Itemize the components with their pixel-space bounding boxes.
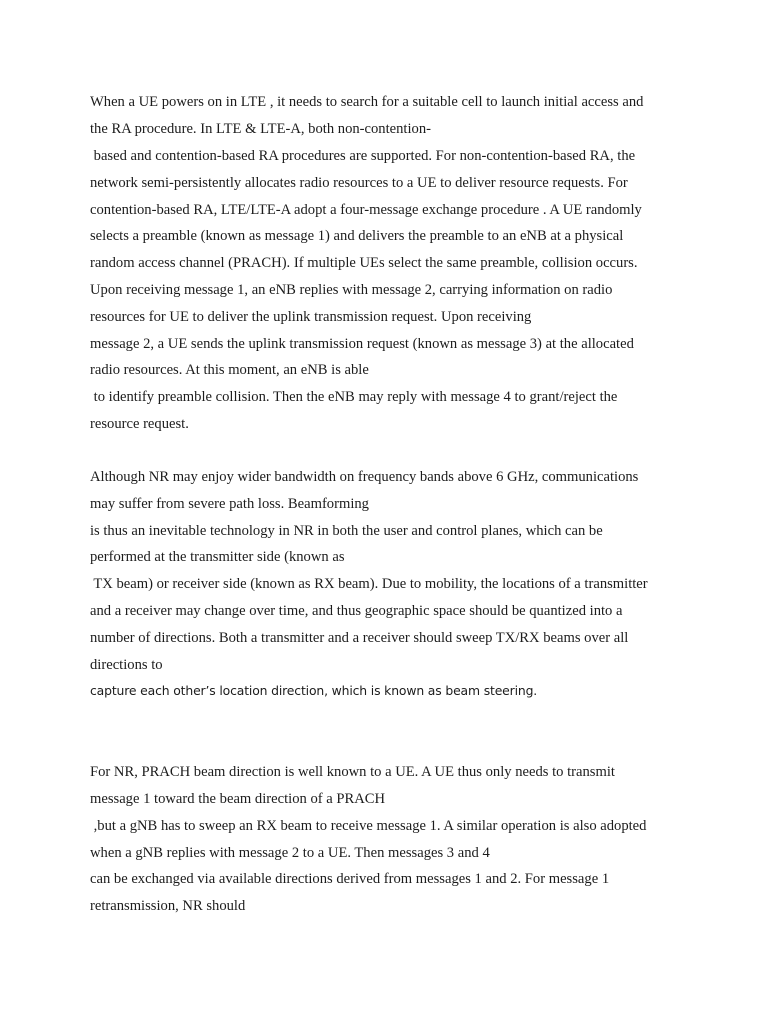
paragraph-2-line: capture each other’s location direction, which is known as beam steering. [90, 683, 538, 698]
paragraph-1-line: resources for UE to deliver the uplink transmission request. Upon receiving [90, 309, 532, 325]
paragraph-3-line: when a gNB replies with message 2 to a UE. Then messages 3 and 4 [90, 845, 490, 861]
paragraph-2-line: Although NR may enjoy wider bandwidth on frequency bands above 6 GHz, communications [90, 469, 639, 485]
paragraph-1-line: Upon receiving message 1, an eNB replies with message 2, carrying information on radio [90, 282, 613, 298]
paragraph-2-line: performed at the transmitter side (known as [90, 549, 345, 565]
paragraph-1-line: contention-based RA, LTE/LTE-A adopt a four-message exchange procedure . A UE randomly [90, 202, 642, 218]
paragraph-3-line: can be exchanged via available directions derived from messages 1 and 2. For message 1 [90, 871, 610, 887]
paragraph-3-line: message 1 toward the beam direction of a PRACH [90, 791, 386, 807]
paragraph-1-line: the RA procedure. In LTE & LTE-A, both non-contention- [90, 121, 431, 137]
paragraph-3-line: retransmission, NR should [90, 898, 246, 914]
paragraph-1-line: to identify preamble collision. Then the eNB may reply with message 4 to grant/reject the [90, 389, 618, 405]
paragraph-2-line: may suffer from severe path loss. Beamforming [90, 496, 369, 512]
paragraph-1-line: resource request. [90, 416, 189, 432]
paragraph-1-line: network semi-persistently allocates radio resources to a UE to deliver resource requests. For [90, 175, 628, 191]
paragraph-2-line: TX beam) or receiver side (known as RX beam). Due to mobility, the locations of a transmitter [90, 576, 648, 592]
paragraph-2-line: and a receiver may change over time, and thus geographic space should be quantized into a [90, 603, 623, 619]
paragraph-1-line: When a UE powers on in LTE , it needs to search for a suitable cell to launch initial access and [90, 94, 644, 110]
paragraph-1-line: random access channel (PRACH). If multiple UEs select the same preamble, collision occurs. [90, 255, 638, 271]
paragraph-2-line: is thus an inevitable technology in NR in both the user and control planes, which can be [90, 523, 603, 539]
paragraph-2-line: number of directions. Both a transmitter and a receiver should sweep TX/RX beams over all [90, 630, 629, 646]
paragraph-1-line: based and contention-based RA procedures are supported. For non-contention-based RA, the [90, 148, 636, 164]
paragraph-1-line: radio resources. At this moment, an eNB is able [90, 362, 369, 378]
paragraph-1-line: message 2, a UE sends the uplink transmission request (known as message 3) at the allocated [90, 336, 634, 352]
paragraph-1-line: selects a preamble (known as message 1) and delivers the preamble to an eNB at a physical [90, 228, 624, 244]
paragraph-2-line: directions to [90, 657, 163, 673]
paragraph-3-line: ,but a gNB has to sweep an RX beam to receive message 1. A similar operation is also adopted [90, 818, 647, 834]
paragraph-3-line: For NR, PRACH beam direction is well known to a UE. A UE thus only needs to transmit [90, 764, 615, 780]
